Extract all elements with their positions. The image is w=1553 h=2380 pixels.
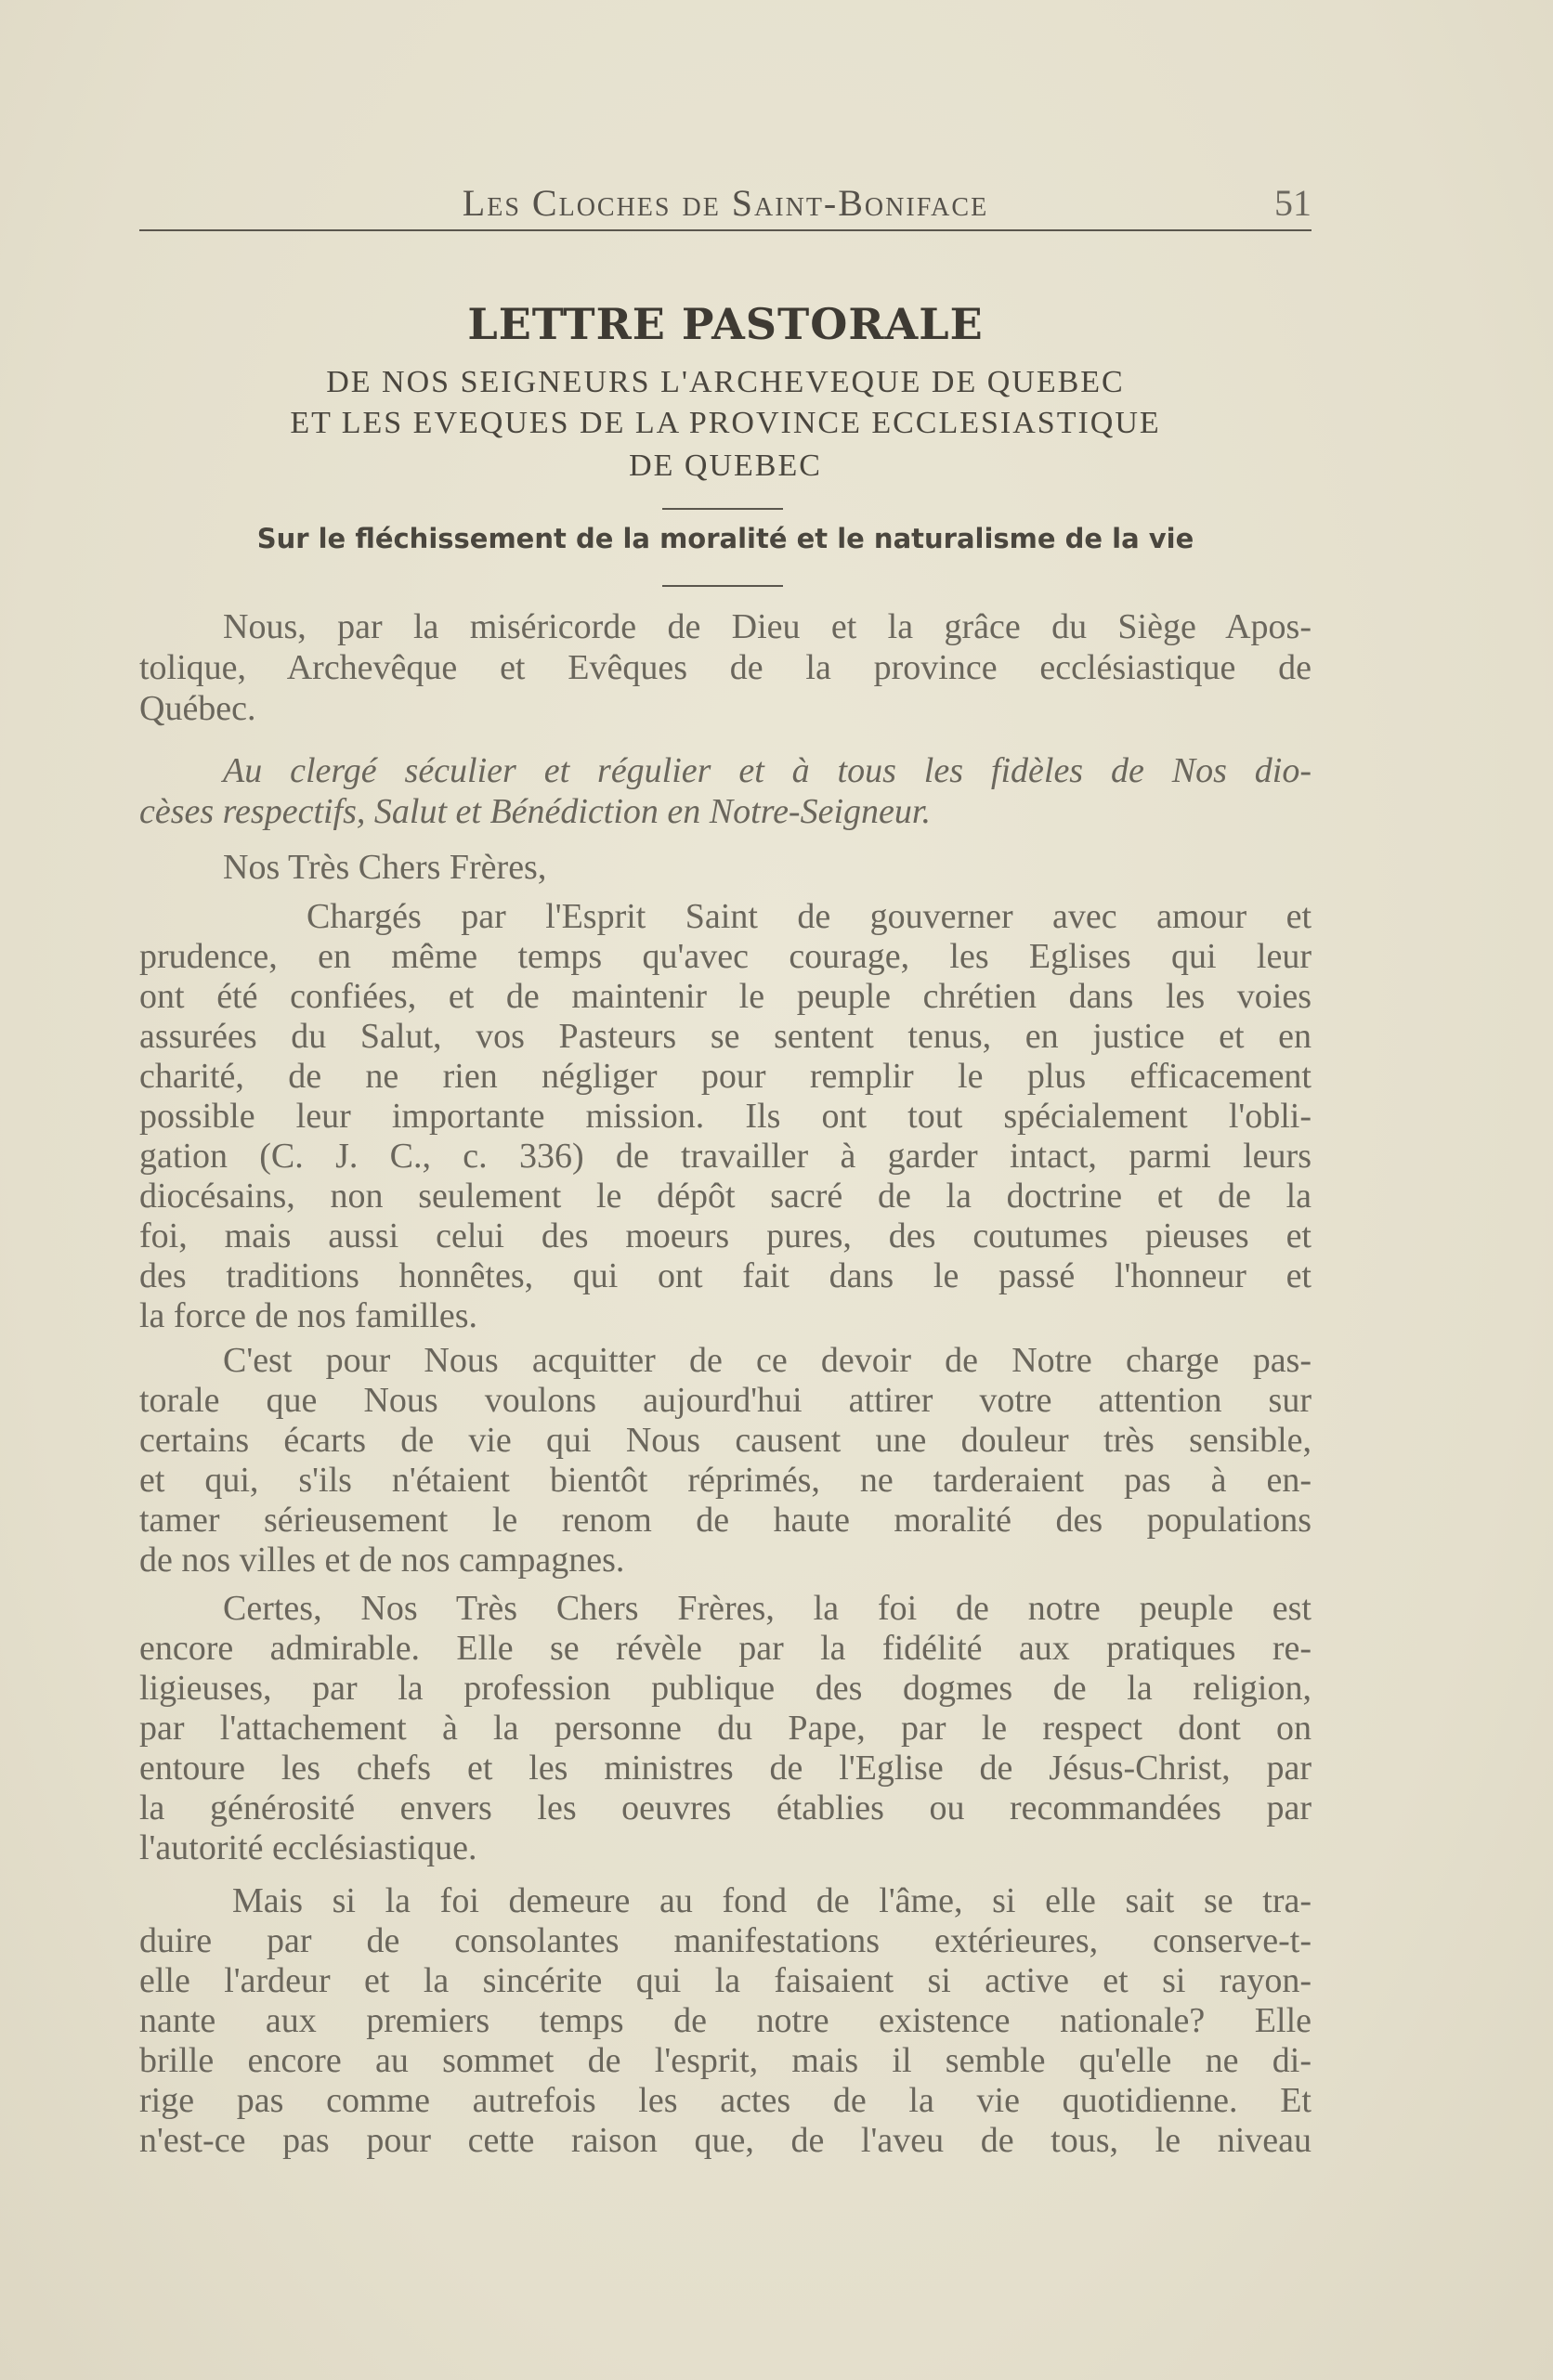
paragraph-line: la force de nos familles. bbox=[139, 1296, 478, 1335]
running-title: Les Cloches de Saint-Boniface bbox=[462, 182, 989, 224]
paragraph-line: torale que Nous voulons aujourd'hui attirer votre attention sur bbox=[139, 1381, 1312, 1420]
paragraph-line: et qui, s'ils n'étaient bientôt réprimés, ne tarderaient pas à en- bbox=[139, 1461, 1312, 1500]
topic-line: Sur le fléchissement de la moralité et le naturalisme de la vie bbox=[256, 523, 1194, 554]
divider-rule bbox=[662, 585, 783, 587]
paragraph-line: possible leur importante mission. Ils ont tout spécialement l'obli- bbox=[139, 1097, 1312, 1136]
document-title: LETTRE PASTORALE bbox=[467, 299, 984, 349]
intro-line: Québec. bbox=[139, 689, 256, 728]
paragraph-line: prudence, en même temps qu'avec courage, les Eglises qui leur bbox=[139, 937, 1312, 976]
page-number: 51 bbox=[1274, 182, 1312, 224]
salutation: Nos Très Chers Frères, bbox=[223, 848, 547, 887]
intro-line: Nous, par la miséricorde de Dieu et la grâce du Siège Apos- bbox=[223, 607, 1312, 646]
running-head bbox=[139, 181, 1312, 231]
paragraph-line: brille encore au sommet de l'esprit, mais il semble qu'elle ne di- bbox=[139, 2041, 1312, 2080]
paragraph-line: gation (C. J. C., c. 336) de travailler à garder intact, parmi leurs bbox=[139, 1137, 1312, 1176]
paragraph-line: des traditions honnêtes, qui ont fait dans le passé l'honneur et bbox=[139, 1256, 1312, 1295]
intro-line: tolique, Archevêque et Evêques de la province ecclésiastique de bbox=[139, 648, 1312, 687]
paragraph-line: encore admirable. Elle se révèle par la fidélité aux pratiques re- bbox=[139, 1629, 1312, 1668]
paragraph-line: charité, de ne rien négliger pour remplir le plus efficacement bbox=[139, 1057, 1312, 1096]
subtitle-line-1: DE NOS SEIGNEURS L'ARCHEVEQUE DE QUEBEC bbox=[326, 365, 1125, 399]
paragraph-line: Chargés par l'Esprit Saint de gouverner avec amour et bbox=[307, 897, 1312, 936]
address-line: cèses respectifs, Salut et Bénédiction en Notre-Seigneur. bbox=[139, 792, 931, 831]
paragraph-line: Mais si la foi demeure au fond de l'âme, si elle sait se tra- bbox=[232, 1881, 1312, 1920]
paragraph-line: ligieuses, par la profession publique des dogmes de la religion, bbox=[139, 1669, 1312, 1708]
paragraph-line: tamer sérieusement le renom de haute moralité des populations bbox=[139, 1501, 1312, 1540]
subtitle-line-3: DE QUEBEC bbox=[629, 449, 822, 483]
paragraph-line: de nos villes et de nos campagnes. bbox=[139, 1541, 625, 1580]
paragraph-line: n'est-ce pas pour cette raison que, de l'aveu de tous, le niveau bbox=[139, 2121, 1312, 2160]
divider-rule bbox=[662, 508, 783, 510]
paragraph-line: rige pas comme autrefois les actes de la vie quotidienne. Et bbox=[139, 2081, 1312, 2120]
subtitle-line-2: ET LES EVEQUES DE LA PROVINCE ECCLESIASTIQUE bbox=[290, 406, 1161, 440]
paragraph-line: diocésains, non seulement le dépôt sacré de la doctrine et de la bbox=[139, 1177, 1312, 1216]
paragraph-line: entoure les chefs et les ministres de l'Eglise de Jésus-Christ, par bbox=[139, 1749, 1312, 1788]
paragraph-line: nante aux premiers temps de notre existence nationale? Elle bbox=[139, 2001, 1312, 2040]
paragraph-line: foi, mais aussi celui des moeurs pures, des coutumes pieuses et bbox=[139, 1216, 1312, 1255]
address-line: Au clergé séculier et régulier et à tous les fidèles de Nos dio- bbox=[223, 751, 1312, 790]
paragraph-line: par l'attachement à la personne du Pape, par le respect dont on bbox=[139, 1709, 1312, 1748]
paragraph-line: certains écarts de vie qui Nous causent une douleur très sensible, bbox=[139, 1421, 1312, 1460]
paragraph-line: C'est pour Nous acquitter de ce devoir de Notre charge pas- bbox=[223, 1341, 1312, 1380]
paragraph-line: ont été confiées, et de maintenir le peuple chrétien dans les voies bbox=[139, 977, 1312, 1016]
paragraph-line: duire par de consolantes manifestations extérieures, conserve-t- bbox=[139, 1921, 1312, 1960]
paragraph-line: Certes, Nos Très Chers Frères, la foi de notre peuple est bbox=[223, 1589, 1312, 1628]
paragraph-line: elle l'ardeur et la sincérite qui la faisaient si active et si rayon- bbox=[139, 1961, 1312, 2000]
paragraph-line: assurées du Salut, vos Pasteurs se sentent tenus, en justice et en bbox=[139, 1017, 1312, 1056]
paragraph-line: l'autorité ecclésiastique. bbox=[139, 1828, 477, 1867]
paragraph-line: la générosité envers les oeuvres établies ou recommandées par bbox=[139, 1788, 1312, 1827]
